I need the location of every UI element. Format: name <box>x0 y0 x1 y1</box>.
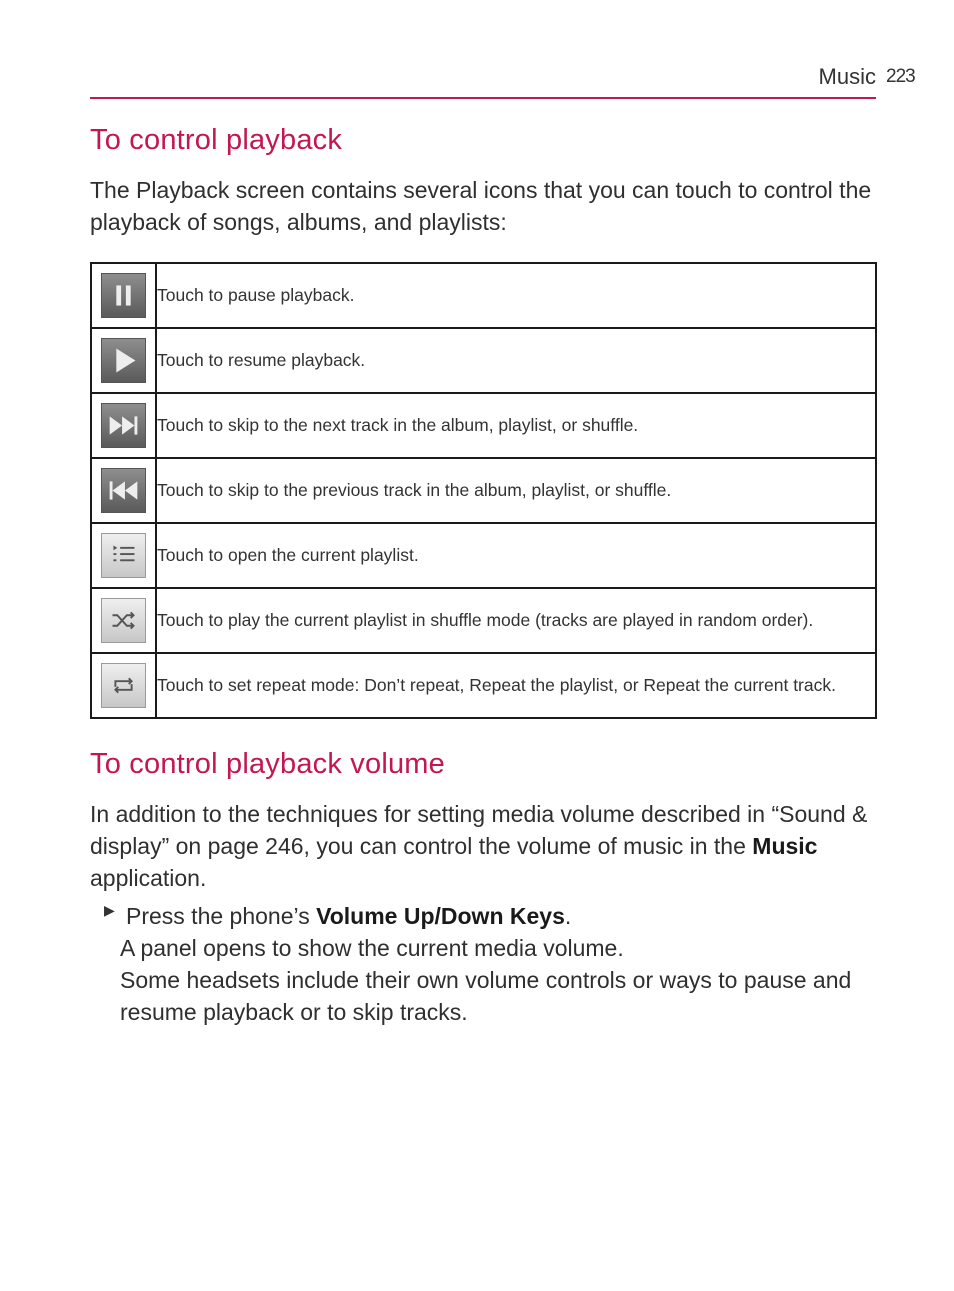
playback-icons-table <box>90 262 877 719</box>
step-panel-opens: A panel opens to show the current media volume. <box>120 935 624 961</box>
table-row <box>91 588 876 653</box>
heading-control-playback: To control playback <box>90 124 343 156</box>
header-divider <box>90 97 876 99</box>
music-app-name: Music <box>752 833 818 859</box>
table-row <box>91 393 876 458</box>
icon-description: Touch to skip to the next track in the album, playlist, or shuffle. <box>156 393 876 458</box>
play-icon <box>101 338 146 383</box>
page-number: 223 <box>886 66 915 87</box>
icon-description: Touch to play the current playlist in shuffle mode (tracks are played in random order). <box>156 588 876 653</box>
shuffle-icon <box>101 598 146 643</box>
step-headset-note: Some headsets include their own volume controls or ways to pause and resume playback or to skip tracks. <box>120 967 852 1025</box>
icon-description: Touch to pause playback. <box>156 263 876 328</box>
icon-description: Touch to set repeat mode: Don’t repeat, Repeat the playlist, or Repeat the current track. <box>156 653 876 718</box>
table-row <box>91 653 876 718</box>
repeat-icon <box>101 663 146 708</box>
table-row <box>91 458 876 523</box>
icon-description: Touch to open the current playlist. <box>156 523 876 588</box>
next-track-icon <box>101 403 146 448</box>
volume-intro-paragraph: In addition to the techniques for setting media volume described in “Sound & display” on page 246, you can control the volume of music in the Music application. <box>90 801 868 891</box>
playlist-icon <box>101 533 146 578</box>
icon-description: Touch to skip to the previous track in the album, playlist, or shuffle. <box>156 458 876 523</box>
playback-intro-paragraph: The Playback screen contains several icons that you can touch to control the playback of songs, albums, and playlists: <box>90 177 872 235</box>
step-press-keys: Press the phone’s Volume Up/Down Keys. <box>126 903 572 929</box>
table-row <box>91 328 876 393</box>
bullet-arrow-icon: ▶ <box>104 902 115 918</box>
icon-description: Touch to resume playback. <box>156 328 876 393</box>
table-row <box>91 523 876 588</box>
heading-control-volume: To control playback volume <box>90 748 445 780</box>
table-row <box>91 263 876 328</box>
volume-keys-label: Volume Up/Down Keys <box>316 903 565 929</box>
pause-icon <box>101 273 146 318</box>
previous-track-icon <box>101 468 146 513</box>
running-header-section: Music <box>818 64 876 89</box>
